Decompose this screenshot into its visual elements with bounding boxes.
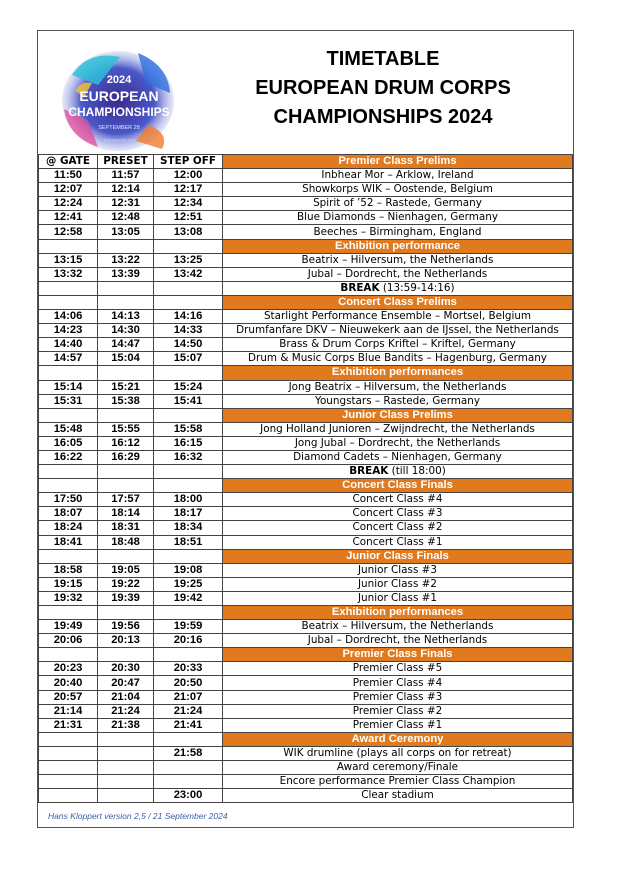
step-off-time: 15:07 xyxy=(154,352,223,366)
header-row xyxy=(39,155,573,169)
break-row xyxy=(39,281,573,295)
table-row xyxy=(39,436,573,450)
event-name: Jong Jubal – Dordrecht, the Netherlands xyxy=(223,436,573,450)
step-off-time: 15:24 xyxy=(154,380,223,394)
empty-cell xyxy=(98,239,154,253)
table-row xyxy=(39,394,573,408)
section-header: Junior Class Finals xyxy=(223,549,573,563)
step-off-time: 12:51 xyxy=(154,211,223,225)
preset-time xyxy=(98,746,154,760)
gate-time: 20:40 xyxy=(39,676,98,690)
table-row xyxy=(39,507,573,521)
preset-time: 20:13 xyxy=(98,634,154,648)
table-row xyxy=(39,690,573,704)
table-row xyxy=(39,563,573,577)
preset-time: 19:22 xyxy=(98,577,154,591)
preset-time: 14:30 xyxy=(98,324,154,338)
gate-time: 18:24 xyxy=(39,521,98,535)
step-off-time: 20:16 xyxy=(154,634,223,648)
gate-time: 14:23 xyxy=(39,324,98,338)
table-row xyxy=(39,380,573,394)
step-off-time: 14:16 xyxy=(154,310,223,324)
step-off-time: 13:42 xyxy=(154,267,223,281)
table-row xyxy=(39,521,573,535)
empty-cell xyxy=(39,465,98,479)
gate-time: 12:41 xyxy=(39,211,98,225)
step-off-time: 12:34 xyxy=(154,197,223,211)
logo-line1: EUROPEAN xyxy=(79,88,159,104)
table-row xyxy=(39,267,573,281)
timetable-body xyxy=(39,169,573,803)
step-off-time: 16:15 xyxy=(154,436,223,450)
table-row xyxy=(39,535,573,549)
event-name: Award ceremony/Finale xyxy=(223,761,573,775)
preset-time: 15:21 xyxy=(98,380,154,394)
preset-time: 20:30 xyxy=(98,662,154,676)
gate-time: 12:24 xyxy=(39,197,98,211)
section-header: Junior Class Prelims xyxy=(223,408,573,422)
preset-time xyxy=(98,789,154,803)
event-name: Clear stadium xyxy=(223,789,573,803)
event-name: Starlight Performance Ensemble – Mortsel, Belgium xyxy=(223,310,573,324)
preset-time: 20:47 xyxy=(98,676,154,690)
preset-time: 18:31 xyxy=(98,521,154,535)
page-title xyxy=(198,45,568,132)
gate-time: 21:31 xyxy=(39,718,98,732)
preset-time: 11:57 xyxy=(98,169,154,183)
step-off-time: 16:32 xyxy=(154,450,223,464)
empty-cell xyxy=(39,648,98,662)
empty-cell xyxy=(98,732,154,746)
title-line-2: EUROPEAN DRUM CORPS xyxy=(255,77,511,99)
empty-cell xyxy=(98,606,154,620)
gate-time: 20:57 xyxy=(39,690,98,704)
section-row xyxy=(39,549,573,563)
step-off-time: 21:58 xyxy=(154,746,223,760)
section-header: Exhibition performances xyxy=(223,606,573,620)
table-row xyxy=(39,591,573,605)
preset-time: 19:56 xyxy=(98,620,154,634)
empty-cell xyxy=(154,281,223,295)
gate-time: 19:49 xyxy=(39,620,98,634)
empty-cell xyxy=(154,606,223,620)
gate-time: 15:48 xyxy=(39,422,98,436)
title-line-3: CHAMPIONSHIPS 2024 xyxy=(273,106,493,128)
gate-time: 11:50 xyxy=(39,169,98,183)
timetable-page xyxy=(37,30,574,828)
section-header: Exhibition performance xyxy=(223,239,573,253)
event-name: Concert Class #4 xyxy=(223,493,573,507)
table-row xyxy=(39,310,573,324)
event-name: Concert Class #3 xyxy=(223,507,573,521)
empty-cell xyxy=(154,366,223,380)
preset-time xyxy=(98,761,154,775)
event-name: Junior Class #2 xyxy=(223,577,573,591)
section-row xyxy=(39,408,573,422)
event-name: Diamond Cadets – Nienhagen, Germany xyxy=(223,450,573,464)
table-row xyxy=(39,789,573,803)
table-row xyxy=(39,450,573,464)
break-time: (till 18:00) xyxy=(388,465,446,478)
table-row xyxy=(39,183,573,197)
section-row xyxy=(39,732,573,746)
event-name: Drum & Music Corps Blue Bandits – Hagenburg, Germany xyxy=(223,352,573,366)
timetable xyxy=(38,154,573,803)
logo-date: SEPTEMBER 28 xyxy=(98,125,140,131)
preset-time: 14:47 xyxy=(98,338,154,352)
logo-year: 2024 xyxy=(106,74,132,86)
gate-time: 20:23 xyxy=(39,662,98,676)
empty-cell xyxy=(39,239,98,253)
step-off-time: 20:33 xyxy=(154,662,223,676)
col-header-step-off: STEP OFF xyxy=(154,155,223,169)
preset-time: 18:48 xyxy=(98,535,154,549)
event-name: Concert Class #1 xyxy=(223,535,573,549)
gate-time: 16:05 xyxy=(39,436,98,450)
step-off-time: 18:17 xyxy=(154,507,223,521)
step-off-time: 19:08 xyxy=(154,563,223,577)
step-off-time: 13:08 xyxy=(154,225,223,239)
event-name: Showkorps WIK – Oostende, Belgium xyxy=(223,183,573,197)
gate-time xyxy=(39,761,98,775)
section-header: Concert Class Prelims xyxy=(223,295,573,309)
empty-cell xyxy=(39,479,98,493)
section-row xyxy=(39,606,573,620)
preset-time: 19:39 xyxy=(98,591,154,605)
step-off-time xyxy=(154,775,223,789)
empty-cell xyxy=(39,408,98,422)
section-row xyxy=(39,479,573,493)
event-name: Premier Class #2 xyxy=(223,704,573,718)
gate-time xyxy=(39,789,98,803)
gate-time: 13:15 xyxy=(39,253,98,267)
preset-time: 14:13 xyxy=(98,310,154,324)
empty-cell xyxy=(154,465,223,479)
gate-time: 20:06 xyxy=(39,634,98,648)
event-name: Beatrix – Hilversum, the Netherlands xyxy=(223,620,573,634)
step-off-time: 19:42 xyxy=(154,591,223,605)
table-row xyxy=(39,422,573,436)
empty-cell xyxy=(154,648,223,662)
table-row xyxy=(39,704,573,718)
preset-time: 21:24 xyxy=(98,704,154,718)
empty-cell xyxy=(98,479,154,493)
event-name: Inbhear Mor – Arklow, Ireland xyxy=(223,169,573,183)
empty-cell xyxy=(98,366,154,380)
empty-cell xyxy=(154,239,223,253)
gate-time xyxy=(39,746,98,760)
preset-time: 15:38 xyxy=(98,394,154,408)
preset-time: 19:05 xyxy=(98,563,154,577)
footer-version: Hans Kloppert version 2,5 / 21 September 2024 xyxy=(48,811,228,821)
empty-cell xyxy=(39,606,98,620)
preset-time: 12:14 xyxy=(98,183,154,197)
step-off-time: 18:34 xyxy=(154,521,223,535)
gate-time: 15:31 xyxy=(39,394,98,408)
empty-cell xyxy=(98,408,154,422)
col-header-gate: @ GATE xyxy=(39,155,98,169)
gate-time: 15:14 xyxy=(39,380,98,394)
section-row xyxy=(39,295,573,309)
preset-time: 21:38 xyxy=(98,718,154,732)
section-header: Premier Class Prelims xyxy=(223,155,573,169)
table-row xyxy=(39,253,573,267)
gate-time: 12:07 xyxy=(39,183,98,197)
gate-time: 13:32 xyxy=(39,267,98,281)
section-header: Premier Class Finals xyxy=(223,648,573,662)
gate-time: 14:40 xyxy=(39,338,98,352)
logo-line2: CHAMPIONSHIPS xyxy=(68,105,170,119)
break-time: (13:59-14:16) xyxy=(379,281,455,294)
table-row xyxy=(39,324,573,338)
step-off-time: 13:25 xyxy=(154,253,223,267)
break-cell xyxy=(223,281,573,295)
table-row xyxy=(39,718,573,732)
step-off-time: 18:00 xyxy=(154,493,223,507)
break-label: BREAK xyxy=(340,281,380,294)
event-name: Jong Holland Junioren – Zwijndrecht, the Netherlands xyxy=(223,422,573,436)
event-name: Brass & Drum Corps Kriftel – Kriftel, Germany xyxy=(223,338,573,352)
step-off-time: 21:24 xyxy=(154,704,223,718)
gate-time: 14:06 xyxy=(39,310,98,324)
col-header-preset: PRESET xyxy=(98,155,154,169)
preset-time: 13:22 xyxy=(98,253,154,267)
empty-cell xyxy=(98,648,154,662)
step-off-time: 18:51 xyxy=(154,535,223,549)
step-off-time: 15:41 xyxy=(154,394,223,408)
step-off-time: 23:00 xyxy=(154,789,223,803)
empty-cell xyxy=(154,549,223,563)
section-row xyxy=(39,239,573,253)
preset-time: 21:04 xyxy=(98,690,154,704)
gate-time: 18:58 xyxy=(39,563,98,577)
event-name: Premier Class #1 xyxy=(223,718,573,732)
table-row xyxy=(39,662,573,676)
table-row xyxy=(39,211,573,225)
empty-cell xyxy=(154,408,223,422)
preset-time: 12:31 xyxy=(98,197,154,211)
empty-cell xyxy=(39,281,98,295)
event-name: Jubal – Dordrecht, the Netherlands xyxy=(223,267,573,281)
step-off-time: 12:00 xyxy=(154,169,223,183)
event-name: Drumfanfare DKV – Nieuwekerk aan de IJssel, the Netherlands xyxy=(223,324,573,338)
step-off-time xyxy=(154,761,223,775)
event-name: Spirit of ’52 – Rastede, Germany xyxy=(223,197,573,211)
section-header: Exhibition performances xyxy=(223,366,573,380)
event-name: Blue Diamonds – Nienhagen, Germany xyxy=(223,211,573,225)
event-name: Junior Class #3 xyxy=(223,563,573,577)
break-cell xyxy=(223,465,573,479)
gate-time: 17:50 xyxy=(39,493,98,507)
event-name: Jubal – Dordrecht, the Netherlands xyxy=(223,634,573,648)
event-name: Concert Class #2 xyxy=(223,521,573,535)
preset-time: 17:57 xyxy=(98,493,154,507)
table-row xyxy=(39,338,573,352)
table-row xyxy=(39,493,573,507)
event-name: Youngstars – Rastede, Germany xyxy=(223,394,573,408)
preset-time: 18:14 xyxy=(98,507,154,521)
event-name: WIK drumline (plays all corps on for retreat) xyxy=(223,746,573,760)
gate-time: 12:58 xyxy=(39,225,98,239)
empty-cell xyxy=(98,549,154,563)
event-name: Premier Class #5 xyxy=(223,662,573,676)
event-name: Junior Class #1 xyxy=(223,591,573,605)
preset-time: 12:48 xyxy=(98,211,154,225)
preset-time: 16:12 xyxy=(98,436,154,450)
step-off-time: 19:25 xyxy=(154,577,223,591)
event-name: Beeches – Birmingham, England xyxy=(223,225,573,239)
section-row xyxy=(39,366,573,380)
empty-cell xyxy=(39,366,98,380)
preset-time xyxy=(98,775,154,789)
step-off-time: 21:07 xyxy=(154,690,223,704)
table-row xyxy=(39,761,573,775)
empty-cell xyxy=(39,295,98,309)
step-off-time: 19:59 xyxy=(154,620,223,634)
table-row xyxy=(39,620,573,634)
step-off-time: 20:50 xyxy=(154,676,223,690)
break-row xyxy=(39,465,573,479)
event-name: Premier Class #3 xyxy=(223,690,573,704)
event-name: Jong Beatrix – Hilversum, the Netherlands xyxy=(223,380,573,394)
title-line-1: TIMETABLE xyxy=(326,48,440,70)
step-off-time: 14:50 xyxy=(154,338,223,352)
section-row xyxy=(39,648,573,662)
empty-cell xyxy=(154,479,223,493)
empty-cell xyxy=(98,295,154,309)
gate-time: 16:22 xyxy=(39,450,98,464)
event-name: Beatrix – Hilversum, the Netherlands xyxy=(223,253,573,267)
table-row xyxy=(39,169,573,183)
gate-time: 19:32 xyxy=(39,591,98,605)
empty-cell xyxy=(154,732,223,746)
gate-time: 14:57 xyxy=(39,352,98,366)
empty-cell xyxy=(98,281,154,295)
empty-cell xyxy=(39,732,98,746)
step-off-time: 21:41 xyxy=(154,718,223,732)
gate-time: 21:14 xyxy=(39,704,98,718)
step-off-time: 15:58 xyxy=(154,422,223,436)
step-off-time: 12:17 xyxy=(154,183,223,197)
table-row xyxy=(39,746,573,760)
event-name: Encore performance Premier Class Champion xyxy=(223,775,573,789)
gate-time xyxy=(39,775,98,789)
gate-time: 19:15 xyxy=(39,577,98,591)
event-name: Premier Class #4 xyxy=(223,676,573,690)
gate-time: 18:07 xyxy=(39,507,98,521)
table-row xyxy=(39,352,573,366)
table-row xyxy=(39,225,573,239)
table-row xyxy=(39,577,573,591)
preset-time: 13:39 xyxy=(98,267,154,281)
table-row xyxy=(39,775,573,789)
break-label: BREAK xyxy=(349,465,389,478)
preset-time: 16:29 xyxy=(98,450,154,464)
empty-cell xyxy=(98,465,154,479)
championships-logo xyxy=(58,45,180,157)
logo-venue: POWERED BY xyxy=(103,138,135,143)
section-header: Award Ceremony xyxy=(223,732,573,746)
gate-time: 18:41 xyxy=(39,535,98,549)
step-off-time: 14:33 xyxy=(154,324,223,338)
preset-time: 15:04 xyxy=(98,352,154,366)
empty-cell xyxy=(39,549,98,563)
table-row xyxy=(39,634,573,648)
table-row xyxy=(39,197,573,211)
table-row xyxy=(39,676,573,690)
preset-time: 15:55 xyxy=(98,422,154,436)
empty-cell xyxy=(154,295,223,309)
preset-time: 13:05 xyxy=(98,225,154,239)
section-header: Concert Class Finals xyxy=(223,479,573,493)
